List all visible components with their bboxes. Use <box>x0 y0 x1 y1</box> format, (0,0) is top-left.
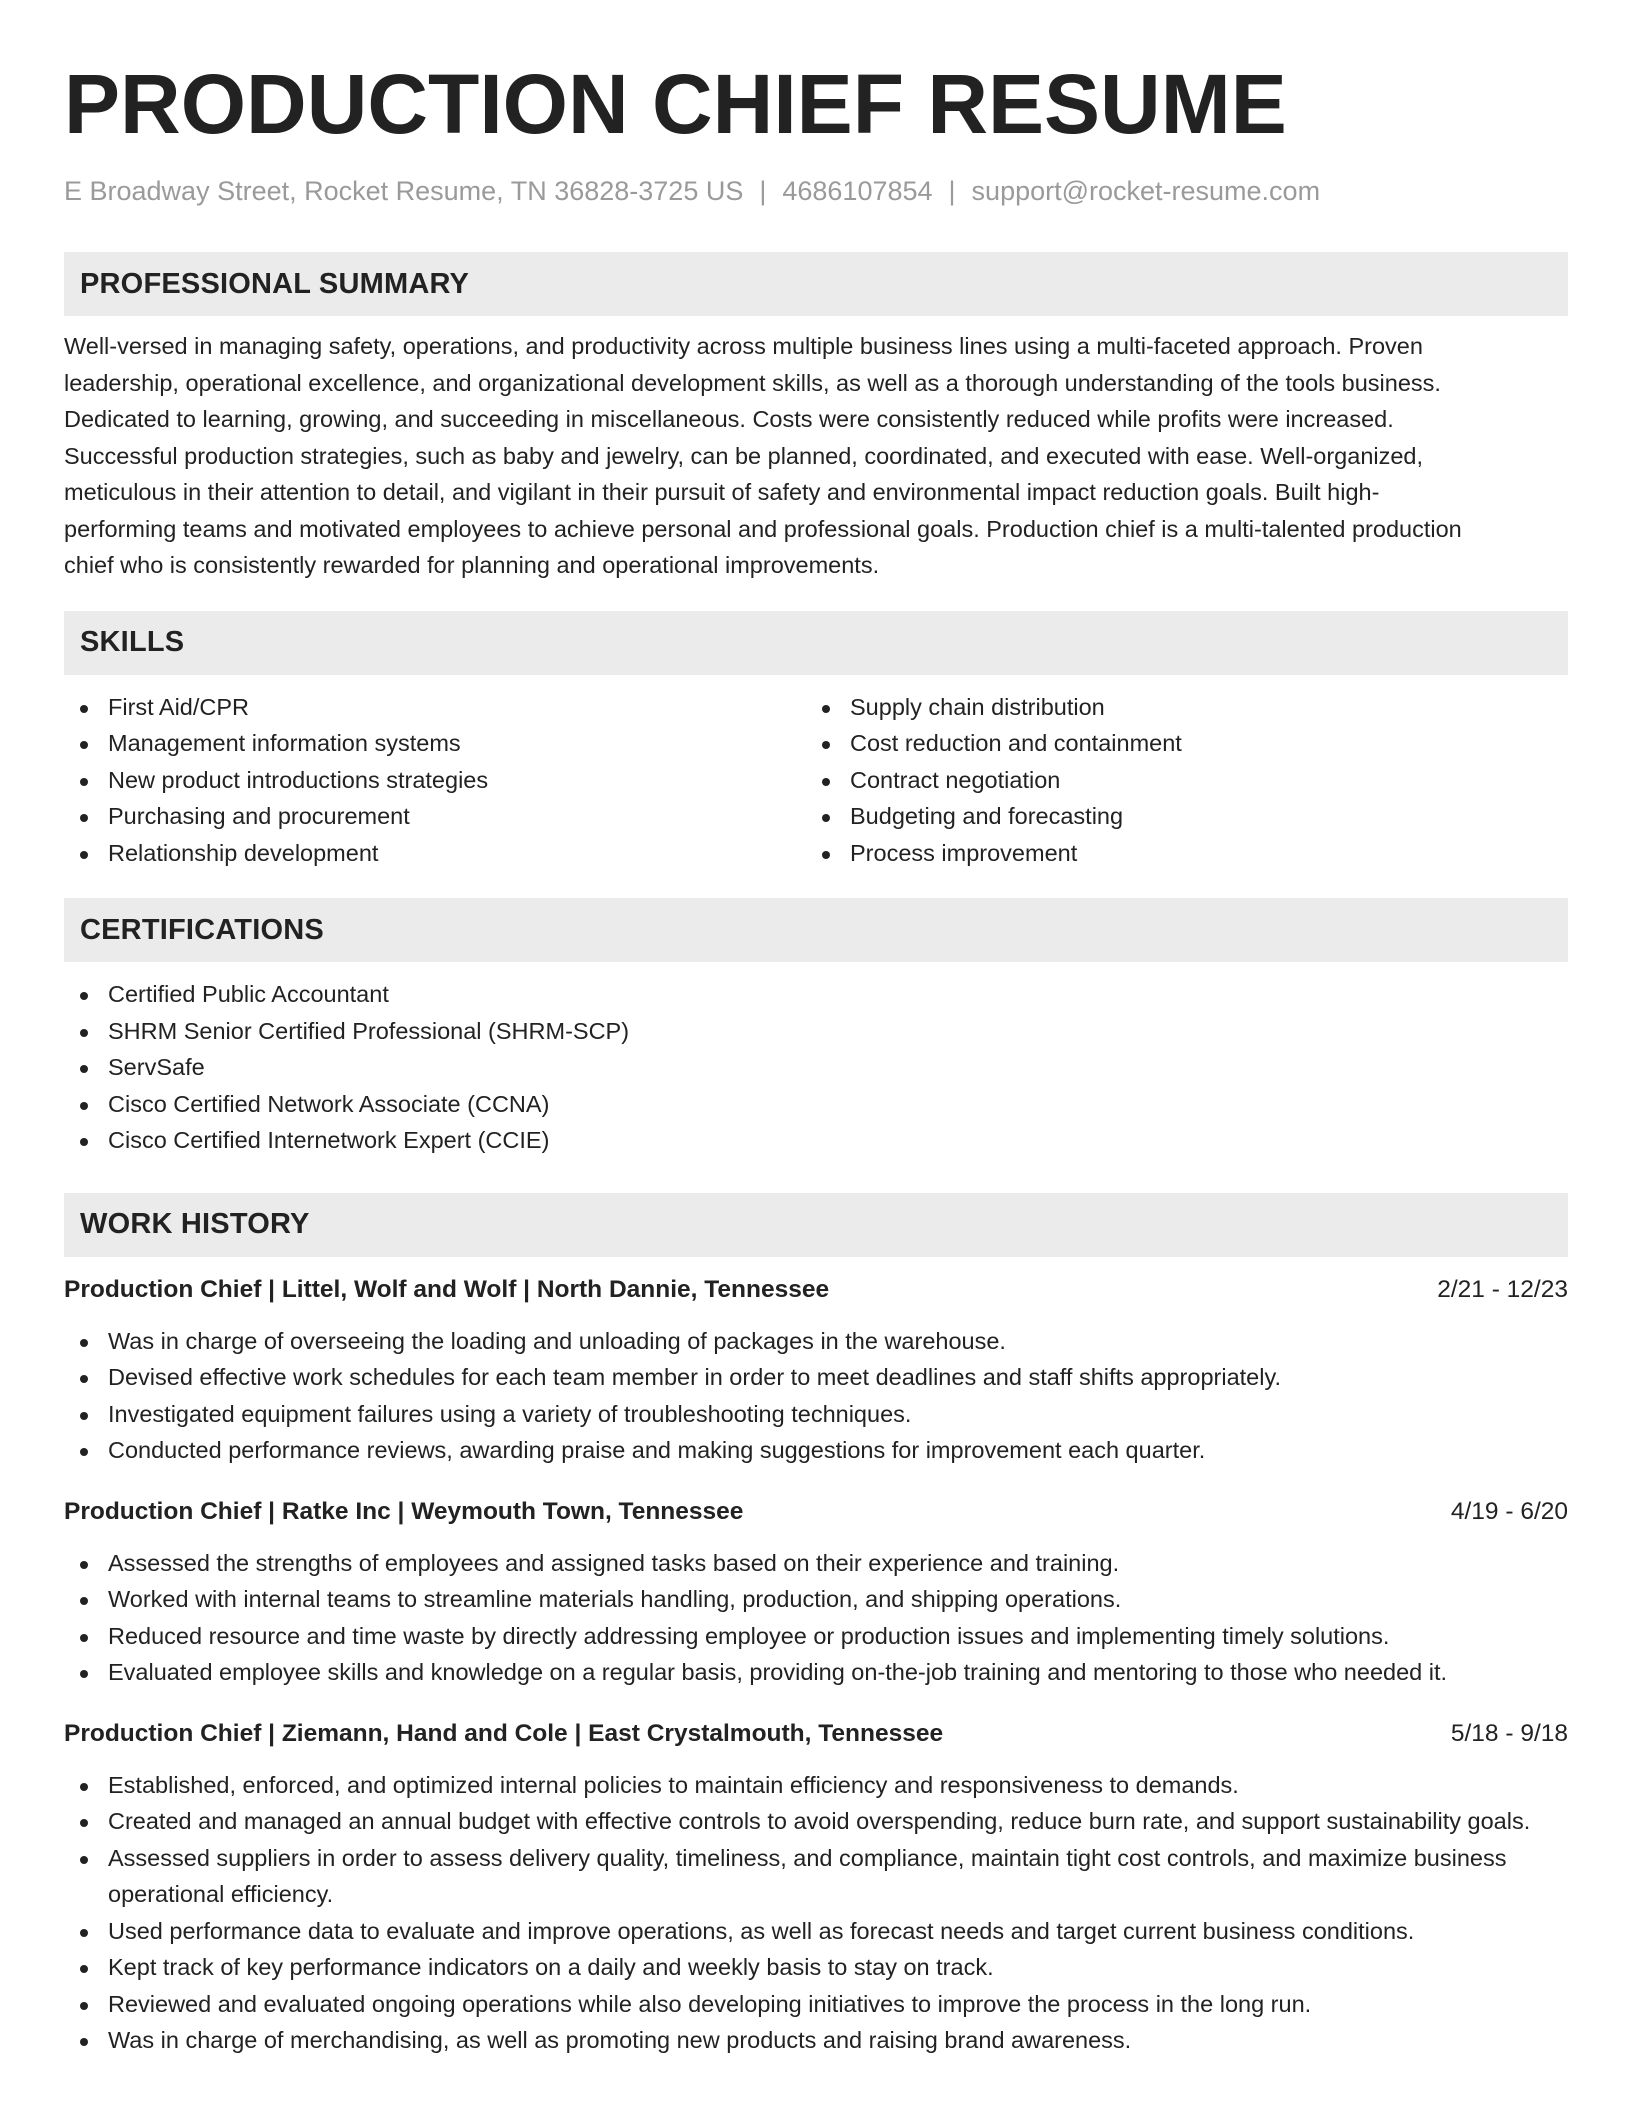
resume-title: PRODUCTION CHIEF RESUME <box>64 57 1287 151</box>
job-bullet-text: Investigated equipment failures using a variety of troubleshooting techniques. <box>108 1400 912 1427</box>
certifications-list <box>64 976 1568 1159</box>
certification-item <box>64 1086 1568 1123</box>
work-history-section-header <box>64 1193 1568 1257</box>
job-entry <box>64 1495 1568 1691</box>
certification-item <box>64 976 1568 1013</box>
job-title: Production Chief | Ratke Inc | Weymouth Town, Tennessee <box>64 1497 744 1525</box>
job-dates: 5/18 - 9/18 <box>1450 1719 1568 1747</box>
bullet-icon <box>80 1375 88 1383</box>
skill-item <box>64 798 806 835</box>
job-header <box>64 1717 1568 1751</box>
skill-item <box>806 798 1548 835</box>
job-title: Production Chief | Ziemann, Hand and Cole | East Crystalmouth, Tennessee <box>64 1719 944 1747</box>
job-title: Production Chief | Littel, Wolf and Wolf | North Dannie, Tennessee <box>64 1275 830 1303</box>
bullet-icon <box>80 1783 88 1791</box>
skill-item <box>64 762 806 799</box>
bullet-icon <box>80 851 88 859</box>
bullet-icon <box>80 2002 88 2010</box>
skills-column-left <box>64 689 806 872</box>
skills-column-right <box>806 689 1548 872</box>
job-bullet <box>64 1840 1568 1913</box>
bullet-icon <box>80 1561 88 1569</box>
job-bullet-text: Was in charge of merchandising, as well as promoting new products and raising brand awareness. <box>108 2027 1132 2053</box>
certification-item <box>64 1013 1568 1050</box>
work-history-heading: WORK HISTORY <box>80 1208 310 1240</box>
skills-list <box>64 689 1568 872</box>
job-bullet <box>64 1359 1568 1396</box>
bullet-icon <box>80 778 88 786</box>
summary-line: Dedicated to learning, growing, and succeeding in miscellaneous. Costs were consistently reduced while profits were increased. <box>64 406 1394 432</box>
certification-text: Cisco Certified Internetwork Expert (CCIE) <box>108 1127 550 1153</box>
contact-address: E Broadway Street, Rocket Resume, TN 36828-3725 US <box>64 176 744 206</box>
bullet-icon <box>80 1670 88 1678</box>
skill-item <box>806 762 1548 799</box>
bullet-icon <box>80 1412 88 1420</box>
skill-text: Process improvement <box>850 839 1078 866</box>
bullet-icon <box>80 992 88 1000</box>
job-bullet <box>64 1767 1568 1804</box>
job-dates: 4/19 - 6/20 <box>1450 1497 1568 1525</box>
summary-section-header <box>64 252 1568 316</box>
job-bullet <box>64 1545 1568 1582</box>
skill-text: Purchasing and procurement <box>108 803 410 829</box>
job-dates: 2/21 - 12/23 <box>1437 1275 1568 1303</box>
certification-text: Certified Public Accountant <box>108 981 389 1007</box>
bullet-icon <box>80 1965 88 1973</box>
skill-text: First Aid/CPR <box>108 693 250 720</box>
bullet-icon <box>822 851 830 859</box>
summary-line: chief who is consistently rewarded for planning and operational improvements. <box>64 552 880 578</box>
job-entry <box>64 1717 1568 2059</box>
summary-paragraph <box>64 328 1568 584</box>
bullet-icon <box>80 1634 88 1642</box>
bullet-icon <box>80 1929 88 1937</box>
certification-item <box>64 1122 1568 1159</box>
job-bullets <box>64 1767 1568 2059</box>
certification-text: Cisco Certified Network Associate (CCNA) <box>108 1090 550 1117</box>
bullet-icon <box>80 1065 88 1073</box>
summary-line: performing teams and motivated employees to achieve personal and professional goals. Production chief is a multi-talented production <box>64 515 1462 542</box>
contact-email: support@rocket-resume.com <box>971 176 1321 206</box>
skill-text: Cost reduction and containment <box>850 730 1182 756</box>
job-bullet-text: Kept track of key performance indicators on a daily and weekly basis to stay on track. <box>108 1954 994 1980</box>
summary-line: meticulous in their attention to detail, and vigilant in their pursuit of safety and environmental impact reduction goals. Built high- <box>64 479 1380 505</box>
job-bullet-text: Assessed the strengths of employees and assigned tasks based on their experience and training. <box>108 1549 1120 1576</box>
summary-heading: PROFESSIONAL SUMMARY <box>80 267 470 300</box>
job-entry <box>64 1273 1568 1469</box>
bullet-icon <box>822 778 830 786</box>
bullet-icon <box>80 1597 88 1605</box>
job-bullet-text: Worked with internal teams to streamline materials handling, production, and shipping operations. <box>108 1586 1122 1612</box>
resume-page <box>64 0 1568 2059</box>
bullet-icon <box>80 1448 88 1456</box>
skill-text: Budgeting and forecasting <box>850 803 1124 829</box>
job-bullet <box>64 1913 1568 1950</box>
job-bullet-text: Created and managed an annual budget with effective controls to avoid overspending, reduce burn rate, and support sustainability goals. <box>108 1808 1531 1834</box>
job-bullet <box>64 1396 1568 1433</box>
job-header <box>64 1495 1568 1529</box>
job-bullet <box>64 1581 1568 1618</box>
skill-text: New product introductions strategies <box>108 766 489 793</box>
job-bullet <box>64 1803 1568 1840</box>
certifications-section-header <box>64 898 1568 962</box>
skill-text: Contract negotiation <box>850 766 1061 793</box>
certification-text: SHRM Senior Certified Professional (SHRM-SCP) <box>108 1017 630 1044</box>
skill-item <box>806 725 1548 762</box>
skill-item <box>64 689 806 726</box>
job-bullet <box>64 2022 1568 2059</box>
job-header <box>64 1273 1568 1307</box>
job-bullet-text: Was in charge of overseeing the loading and unloading of packages in the warehouse. <box>108 1327 1006 1354</box>
job-bullet-text: Assessed suppliers in order to assess delivery quality, timeliness, and compliance, maintain tight cost controls, and maximize business operational efficiency. <box>108 1844 1507 1907</box>
skill-item <box>64 835 806 872</box>
job-bullet-text: Used performance data to evaluate and improve operations, as well as forecast needs and target current business conditions. <box>108 1917 1415 1944</box>
skill-item <box>64 725 806 762</box>
certification-text: ServSafe <box>108 1054 205 1080</box>
skill-text: Supply chain distribution <box>850 693 1105 720</box>
bullet-icon <box>80 1029 88 1037</box>
job-bullet-text: Conducted performance reviews, awarding praise and making suggestions for improvement each quarter. <box>108 1437 1206 1463</box>
contact-phone: 4686107854 <box>782 176 933 206</box>
contact-line <box>64 174 1568 208</box>
bullet-icon <box>822 814 830 822</box>
job-bullets <box>64 1323 1568 1469</box>
bullet-icon <box>80 814 88 822</box>
bullet-icon <box>80 1138 88 1146</box>
bullet-icon <box>80 1102 88 1110</box>
skills-section-header <box>64 611 1568 675</box>
skill-item <box>806 689 1548 726</box>
summary-line: Well-versed in managing safety, operations, and productivity across multiple business lines using a multi-faceted approach. Proven <box>64 333 1423 359</box>
job-bullet-text: Reviewed and evaluated ongoing operations while also developing initiatives to improve the process in the long run. <box>108 1990 1312 2017</box>
bullet-icon <box>80 705 88 713</box>
job-bullet <box>64 1654 1568 1691</box>
bullet-icon <box>80 1339 88 1347</box>
certification-item <box>64 1049 1568 1086</box>
skill-text: Management information systems <box>108 730 461 756</box>
bullet-icon <box>822 741 830 749</box>
contact-separator: | <box>948 176 956 206</box>
bullet-icon <box>80 2038 88 2046</box>
skill-item <box>806 835 1548 872</box>
job-bullet-text: Devised effective work schedules for each team member in order to meet deadlines and staff shifts appropriately. <box>108 1364 1281 1390</box>
job-bullet-text: Reduced resource and time waste by directly addressing employee or production issues and implementing timely solutions. <box>108 1622 1390 1649</box>
contact-separator: | <box>759 176 767 206</box>
summary-line: Successful production strategies, such as baby and jewelry, can be planned, coordinated, and executed with ease. Well-organized, <box>64 442 1424 469</box>
bullet-icon <box>80 741 88 749</box>
job-bullet <box>64 1323 1568 1360</box>
certifications-heading: CERTIFICATIONS <box>80 913 324 946</box>
job-bullet <box>64 1986 1568 2023</box>
bullet-icon <box>80 1819 88 1827</box>
job-bullets <box>64 1545 1568 1691</box>
skill-text: Relationship development <box>108 839 379 866</box>
skills-heading: SKILLS <box>80 626 185 658</box>
job-bullet <box>64 1949 1568 1986</box>
summary-line: leadership, operational excellence, and organizational development skills, as well as a thorough understanding of the tools business. <box>64 369 1441 396</box>
job-bullet-text: Established, enforced, and optimized internal policies to maintain efficiency and responsiveness to demands. <box>108 1771 1239 1798</box>
bullet-icon <box>80 1856 88 1864</box>
job-bullet <box>64 1432 1568 1469</box>
job-bullet-text: Evaluated employee skills and knowledge on a regular basis, providing on-the-job training and mentoring to those who needed it. <box>108 1659 1448 1685</box>
bullet-icon <box>822 705 830 713</box>
job-bullet <box>64 1618 1568 1655</box>
